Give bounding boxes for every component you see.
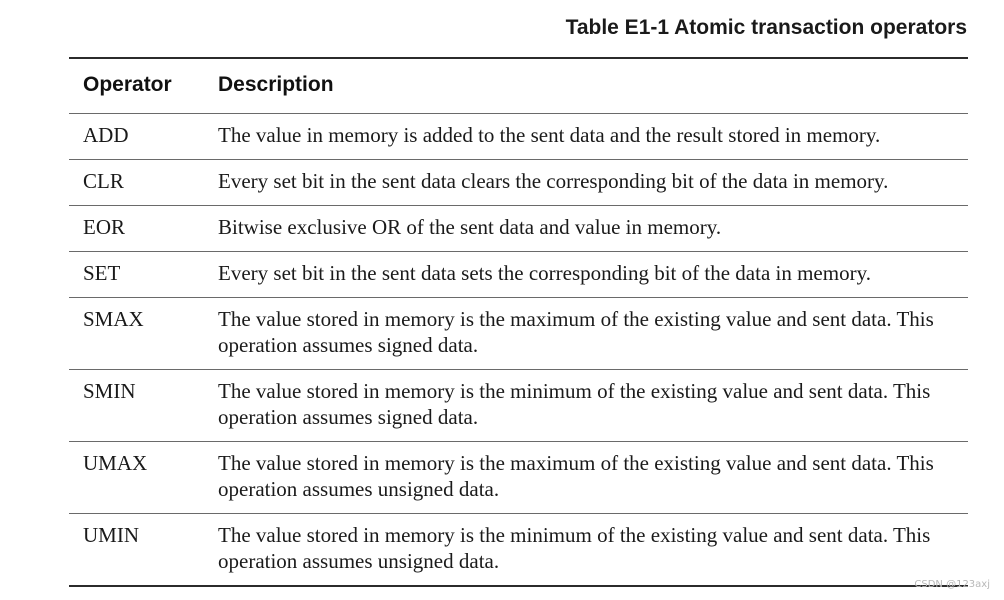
table-row [69,114,968,160]
table-title: Table E1-1 Atomic transaction operators [565,16,967,39]
operator-cell: ADD [83,123,129,147]
description-cell: The value stored in memory is the minimum of the existing value and sent data. This operation assumes unsigned data. [218,523,931,573]
table-row [69,442,968,514]
operators-table [69,57,968,587]
table-row [69,370,968,442]
description-cell: The value stored in memory is the maximum of the existing value and sent data. This operation assumes signed data. [218,307,934,357]
description-cell: Every set bit in the sent data sets the corresponding bit of the data in memory. [218,261,871,285]
operator-cell: CLR [83,169,124,193]
table-row [69,298,968,370]
table-row [69,160,968,206]
operator-cell: EOR [83,215,125,239]
header-description: Description [218,73,334,96]
description-cell: Every set bit in the sent data clears the corresponding bit of the data in memory. [218,169,889,193]
description-cell: The value stored in memory is the maximum of the existing value and sent data. This operation assumes unsigned data. [218,451,934,501]
table-header-row [69,59,968,114]
description-cell: The value stored in memory is the minimum of the existing value and sent data. This operation assumes signed data. [218,379,931,429]
table-row [69,514,968,585]
description-cell: Bitwise exclusive OR of the sent data and value in memory. [218,215,722,239]
watermark-text: CSDN @123axj [914,579,990,590]
operator-cell: UMIN [83,523,139,547]
description-cell: The value in memory is added to the sent data and the result stored in memory. [218,123,881,147]
header-operator: Operator [83,73,172,96]
table-row [69,206,968,252]
operator-cell: SMIN [83,379,136,403]
operator-cell: SMAX [83,307,144,331]
table-row [69,252,968,298]
operator-cell: SET [83,261,121,285]
operator-cell: UMAX [83,451,148,475]
